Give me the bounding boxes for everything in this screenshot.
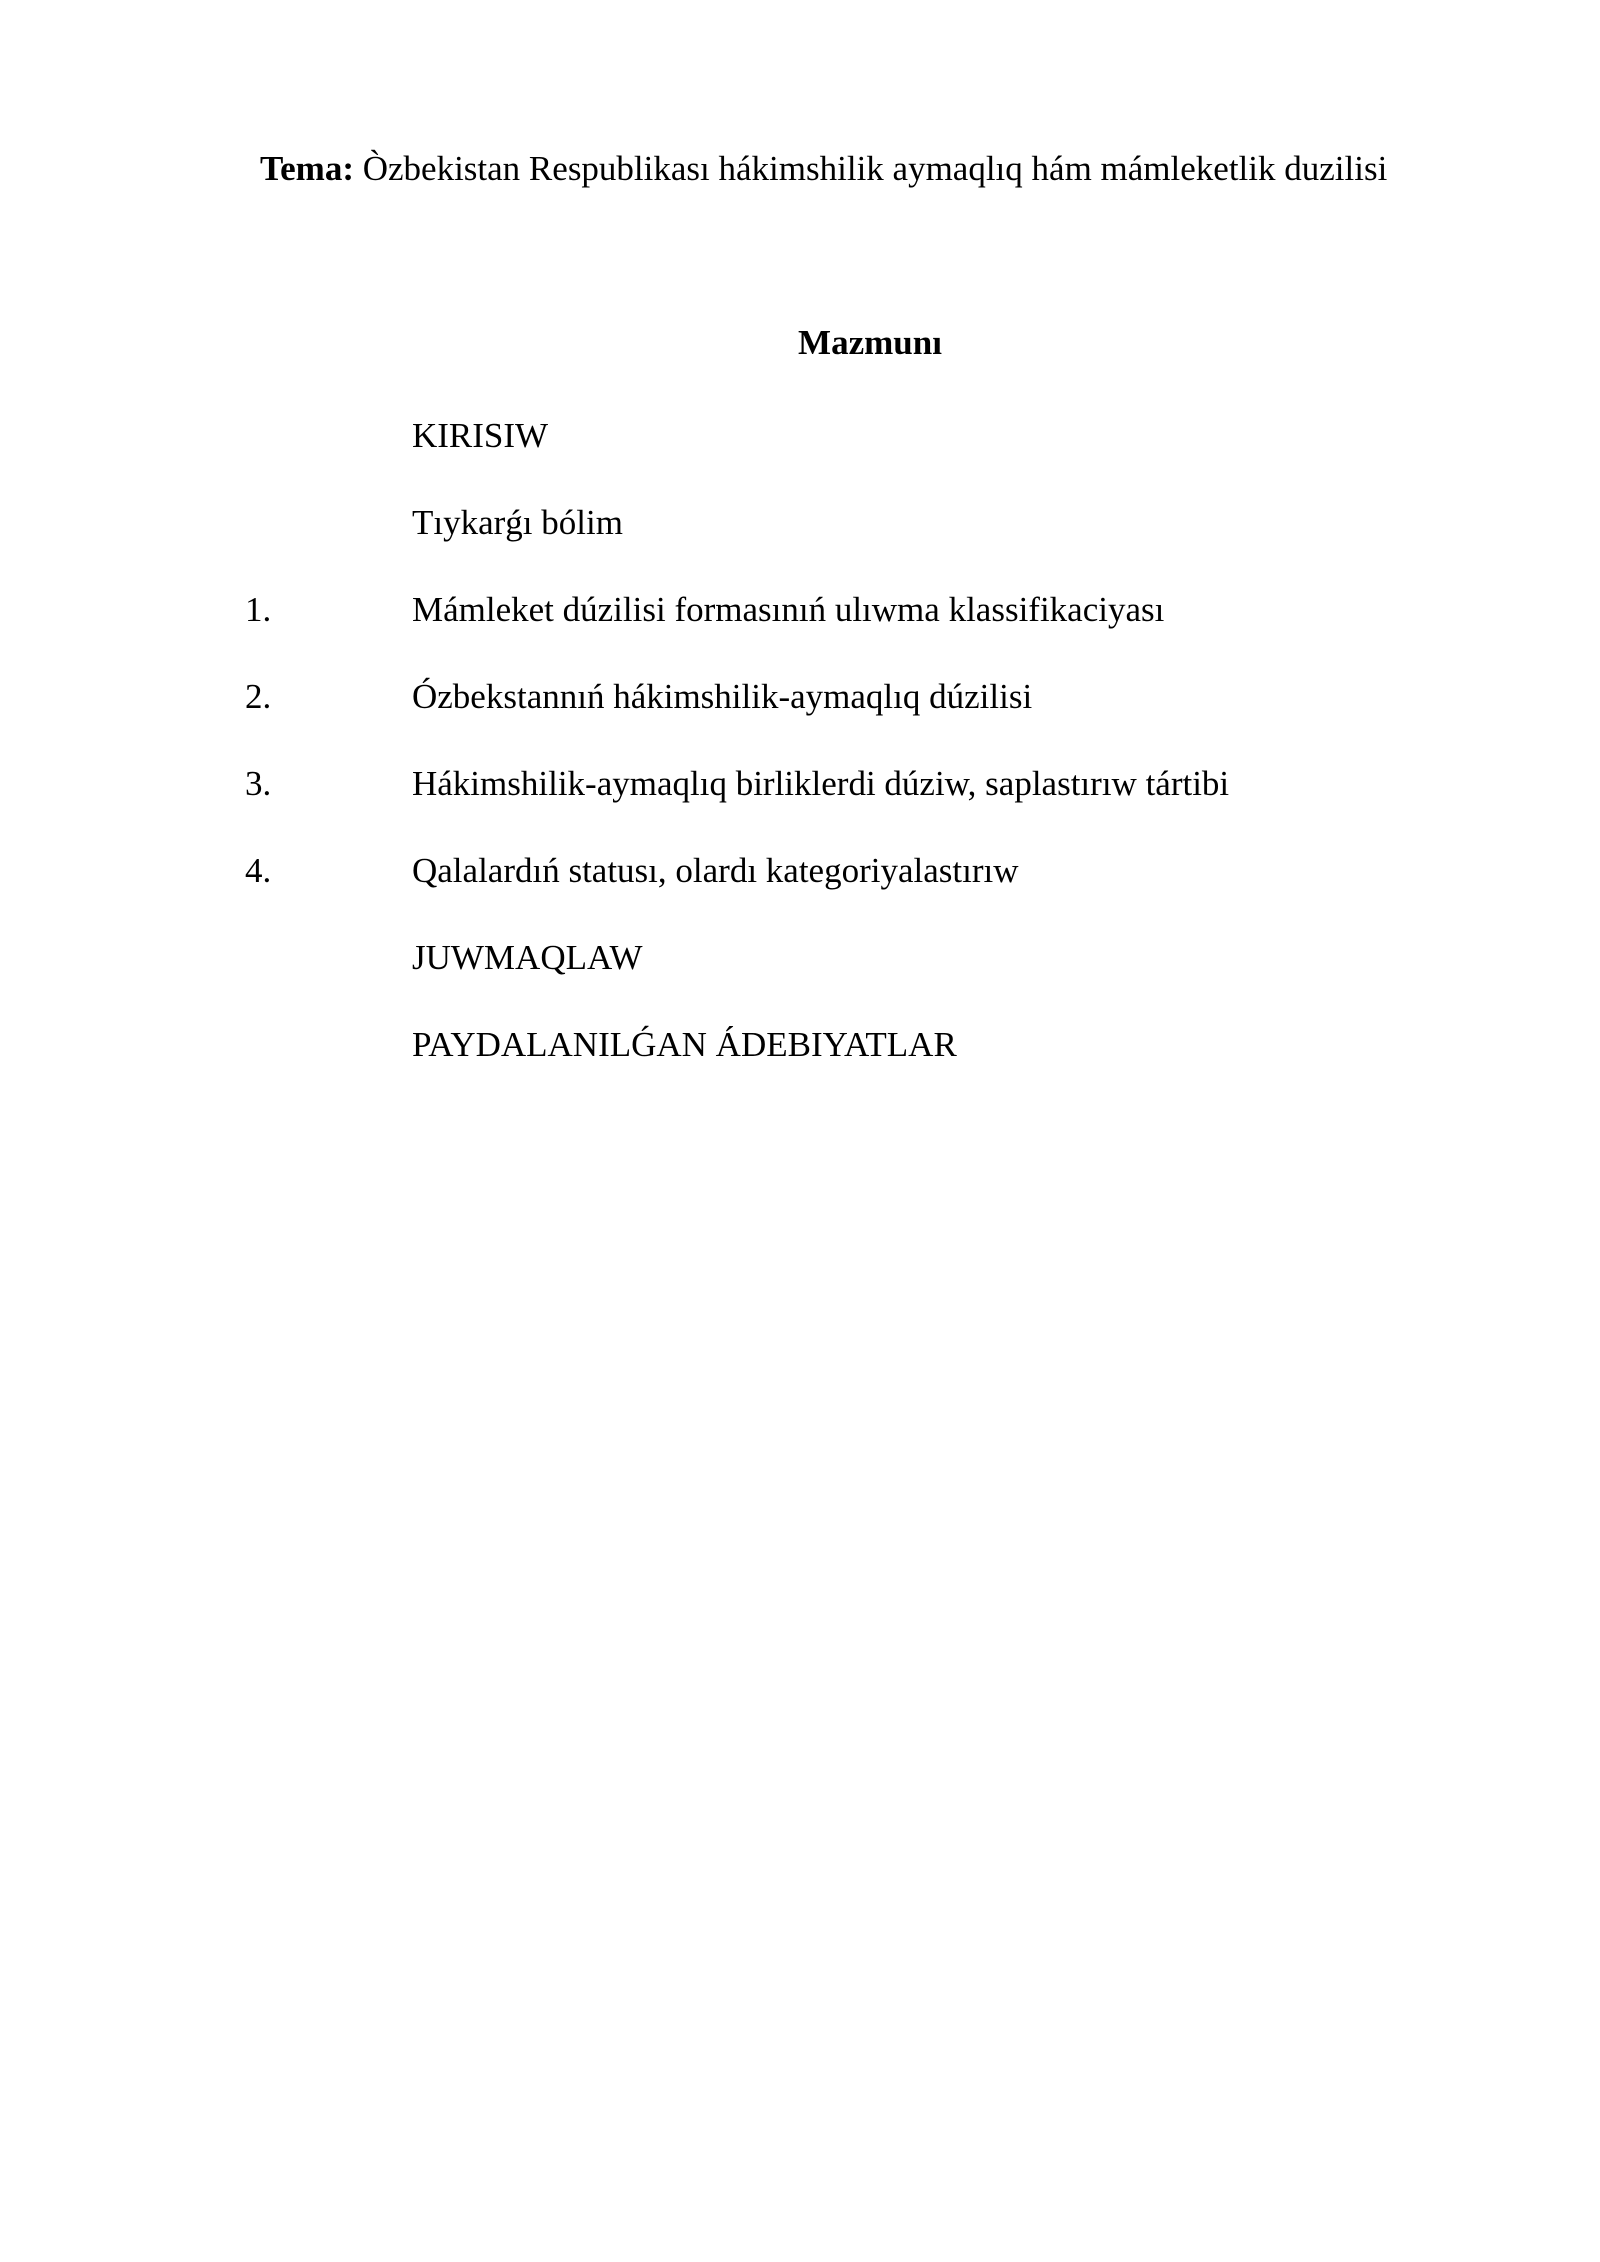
toc-item-text: Tıykarǵı bólim	[412, 503, 623, 542]
toc-item-text: Hákimshilik-aymaqlıq birliklerdi dúziw, saplastırıw tártibi	[412, 764, 1230, 803]
toc-item-number: 3.	[245, 764, 272, 803]
topic-line	[260, 148, 1387, 190]
contents-heading: Mazmunı	[798, 323, 942, 362]
toc-item-text: Ózbekstannıń hákimshilik-aymaqlıq dúzilisi	[412, 677, 1033, 716]
toc-item-text: JUWMAQLAW	[412, 938, 643, 977]
topic-text: Òzbekistan Respublikası hákimshilik aymaqlıq hám mámleketlik duzilisi	[362, 149, 1388, 188]
toc-item-text: Qalalardıń statusı, olardı kategoriyalastırıw	[412, 851, 1019, 890]
topic-label: Tema:	[260, 149, 354, 188]
toc-item-text: KIRISIW	[412, 416, 549, 455]
toc-item-number: 1.	[245, 590, 272, 629]
toc-item-text: Mámleket dúzilisi formasınıń ulıwma klassifikaciyası	[412, 590, 1165, 629]
toc-item-number: 4.	[245, 851, 272, 890]
toc-item-text: PAYDALANILǴAN ÁDEBIYATLAR	[412, 1025, 957, 1064]
toc-item-number: 2.	[245, 677, 272, 716]
